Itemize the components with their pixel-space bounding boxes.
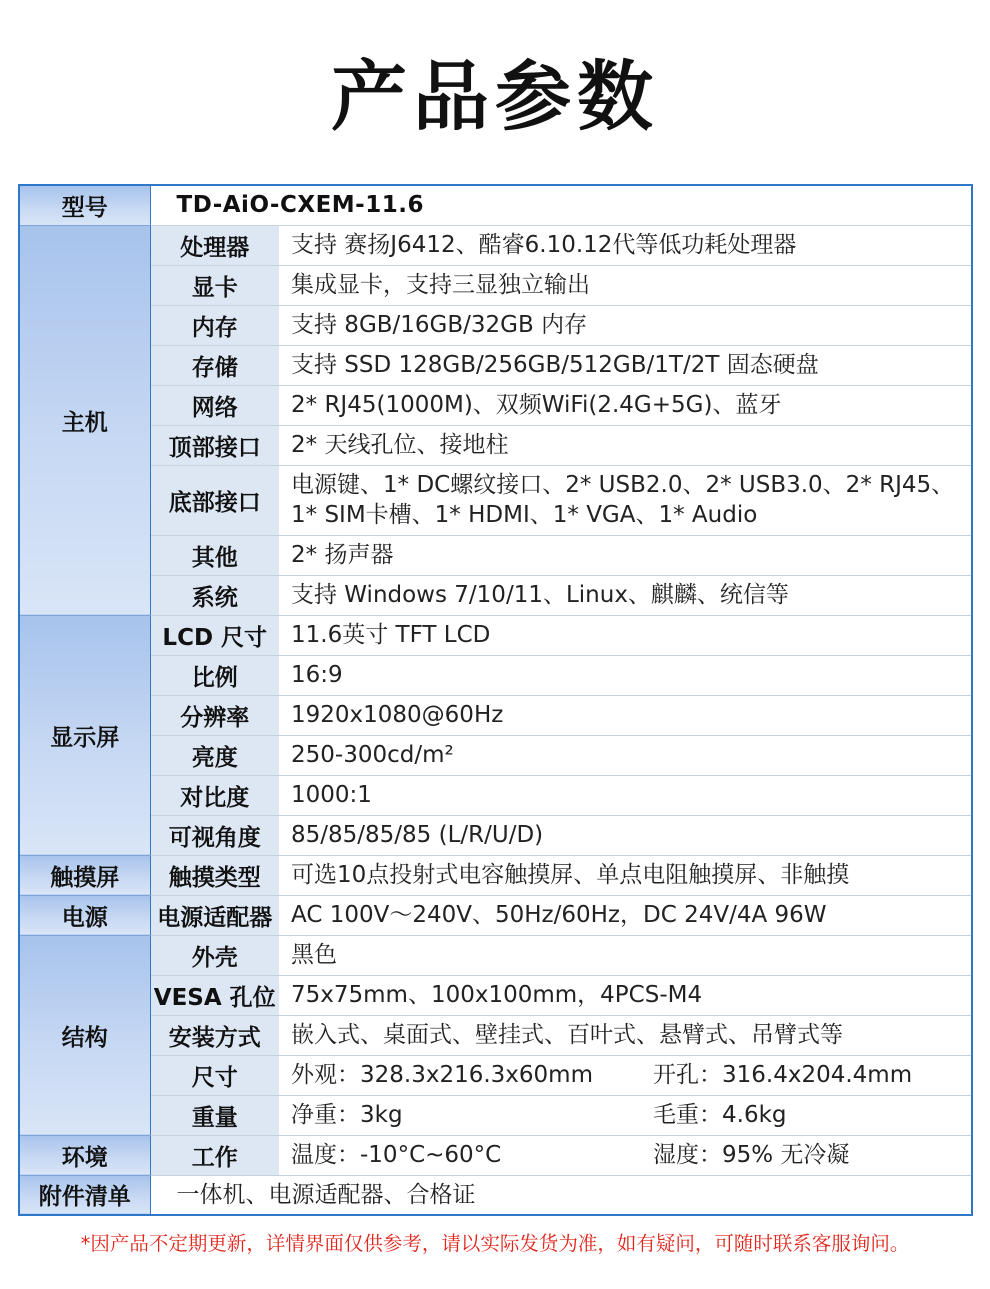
row-label: 对比度 xyxy=(150,775,279,815)
row-label: 安装方式 xyxy=(150,1015,279,1055)
row-value: AC 100V～240V、50Hz/60Hz，DC 24V/4A 96W xyxy=(279,895,972,935)
row-value-part: 毛重：4.6kg xyxy=(653,1102,787,1128)
row-value xyxy=(279,465,972,535)
row-value-part: 外观：328.3x216.3x60mm xyxy=(291,1062,593,1088)
table-row xyxy=(19,185,972,225)
row-value xyxy=(279,1055,972,1095)
row-value: 黑色 xyxy=(279,935,972,975)
table-row xyxy=(19,535,972,575)
category-touch: 触摸屏 xyxy=(19,855,150,895)
row-label: 外壳 xyxy=(150,935,279,975)
row-label: 顶部接口 xyxy=(150,425,279,465)
row-label: 可视角度 xyxy=(150,815,279,855)
category-display: 显示屏 xyxy=(19,615,150,855)
page-title: 产品参数 xyxy=(331,52,659,141)
table-row xyxy=(19,895,972,935)
category-environment: 环境 xyxy=(19,1135,150,1175)
row-label: 系统 xyxy=(150,575,279,615)
row-value-part: 温度：-10°C~60°C xyxy=(291,1142,502,1168)
row-value: 可选10点投射式电容触摸屏、单点电阻触摸屏、非触摸 xyxy=(279,855,972,895)
row-value: 2* 扬声器 xyxy=(279,535,972,575)
row-value-part: 净重：3kg xyxy=(291,1102,403,1128)
table-row xyxy=(19,265,972,305)
category-host: 主机 xyxy=(19,225,150,615)
row-value: 一体机、电源适配器、合格证 xyxy=(150,1175,972,1215)
row-value: 16:9 xyxy=(279,655,972,695)
row-label: 重量 xyxy=(150,1095,279,1135)
table-row xyxy=(19,1095,972,1135)
table-row xyxy=(19,735,972,775)
row-label: 比例 xyxy=(150,655,279,695)
table-row xyxy=(19,855,972,895)
row-value: 85/85/85/85 (L/R/U/D) xyxy=(279,815,972,855)
table-row xyxy=(19,225,972,265)
category-accessories: 附件清单 xyxy=(19,1175,150,1215)
table-row xyxy=(19,935,972,975)
row-value xyxy=(279,1135,972,1175)
row-label: 底部接口 xyxy=(150,465,279,535)
table-row xyxy=(19,345,972,385)
row-value: 2* 天线孔位、接地柱 xyxy=(279,425,972,465)
table-row xyxy=(19,465,972,535)
row-label: 其他 xyxy=(150,535,279,575)
row-value-line: 电源键、1* DC螺纹接口、2* USB2.0、2* USB3.0、2* RJ45、 xyxy=(291,472,955,498)
table-row xyxy=(19,815,972,855)
row-label: VESA 孔位 xyxy=(150,975,279,1015)
row-value-line: 1* SIM卡槽、1* HDMI、1* VGA、1* Audio xyxy=(291,502,758,528)
row-label: 尺寸 xyxy=(150,1055,279,1095)
table-row xyxy=(19,385,972,425)
table-row xyxy=(19,305,972,345)
row-label: LCD 尺寸 xyxy=(150,615,279,655)
row-value: 支持 赛扬J6412、酷睿6.10.12代等低功耗处理器 xyxy=(279,225,972,265)
row-value: 250-300cd/m² xyxy=(279,735,972,775)
row-label: 分辨率 xyxy=(150,695,279,735)
row-value: 11.6英寸 TFT LCD xyxy=(279,615,972,655)
model-value: TD-AiO-CXEM-11.6 xyxy=(150,185,972,225)
row-value-part: 开孔：316.4x204.4mm xyxy=(653,1062,913,1088)
spec-table xyxy=(18,184,973,1216)
row-value xyxy=(279,1095,972,1135)
disclaimer-note: *因产品不定期更新，详情界面仅供参考，请以实际发货为准，如有疑问，可随时联系客服询问。 xyxy=(80,1232,910,1255)
row-value: 支持 8GB/16GB/32GB 内存 xyxy=(279,305,972,345)
row-label: 电源适配器 xyxy=(150,895,279,935)
table-row xyxy=(19,1055,972,1095)
category-model: 型号 xyxy=(19,185,150,225)
row-value-part: 湿度：95% 无冷凝 xyxy=(653,1142,850,1168)
row-value: 1920x1080@60Hz xyxy=(279,695,972,735)
row-value: 集成显卡，支持三显独立输出 xyxy=(279,265,972,305)
table-row xyxy=(19,975,972,1015)
row-label: 网络 xyxy=(150,385,279,425)
row-label: 处理器 xyxy=(150,225,279,265)
table-row xyxy=(19,425,972,465)
category-structure: 结构 xyxy=(19,935,150,1135)
row-value: 75x75mm、100x100mm，4PCS-M4 xyxy=(279,975,972,1015)
table-row xyxy=(19,615,972,655)
row-label: 触摸类型 xyxy=(150,855,279,895)
category-power: 电源 xyxy=(19,895,150,935)
table-row xyxy=(19,1015,972,1055)
table-row xyxy=(19,575,972,615)
row-label: 显卡 xyxy=(150,265,279,305)
row-label: 存储 xyxy=(150,345,279,385)
row-value: 支持 Windows 7/10/11、Linux、麒麟、统信等 xyxy=(279,575,972,615)
row-label: 亮度 xyxy=(150,735,279,775)
table-row xyxy=(19,1135,972,1175)
table-row xyxy=(19,775,972,815)
row-value: 嵌入式、桌面式、壁挂式、百叶式、悬臂式、吊臂式等 xyxy=(279,1015,972,1055)
table-row xyxy=(19,655,972,695)
table-row xyxy=(19,1175,972,1215)
row-label: 内存 xyxy=(150,305,279,345)
row-label: 工作 xyxy=(150,1135,279,1175)
table-row xyxy=(19,695,972,735)
row-value: 支持 SSD 128GB/256GB/512GB/1T/2T 固态硬盘 xyxy=(279,345,972,385)
row-value: 1000:1 xyxy=(279,775,972,815)
row-value: 2* RJ45(1000M)、双频WiFi(2.4G+5G)、蓝牙 xyxy=(279,385,972,425)
